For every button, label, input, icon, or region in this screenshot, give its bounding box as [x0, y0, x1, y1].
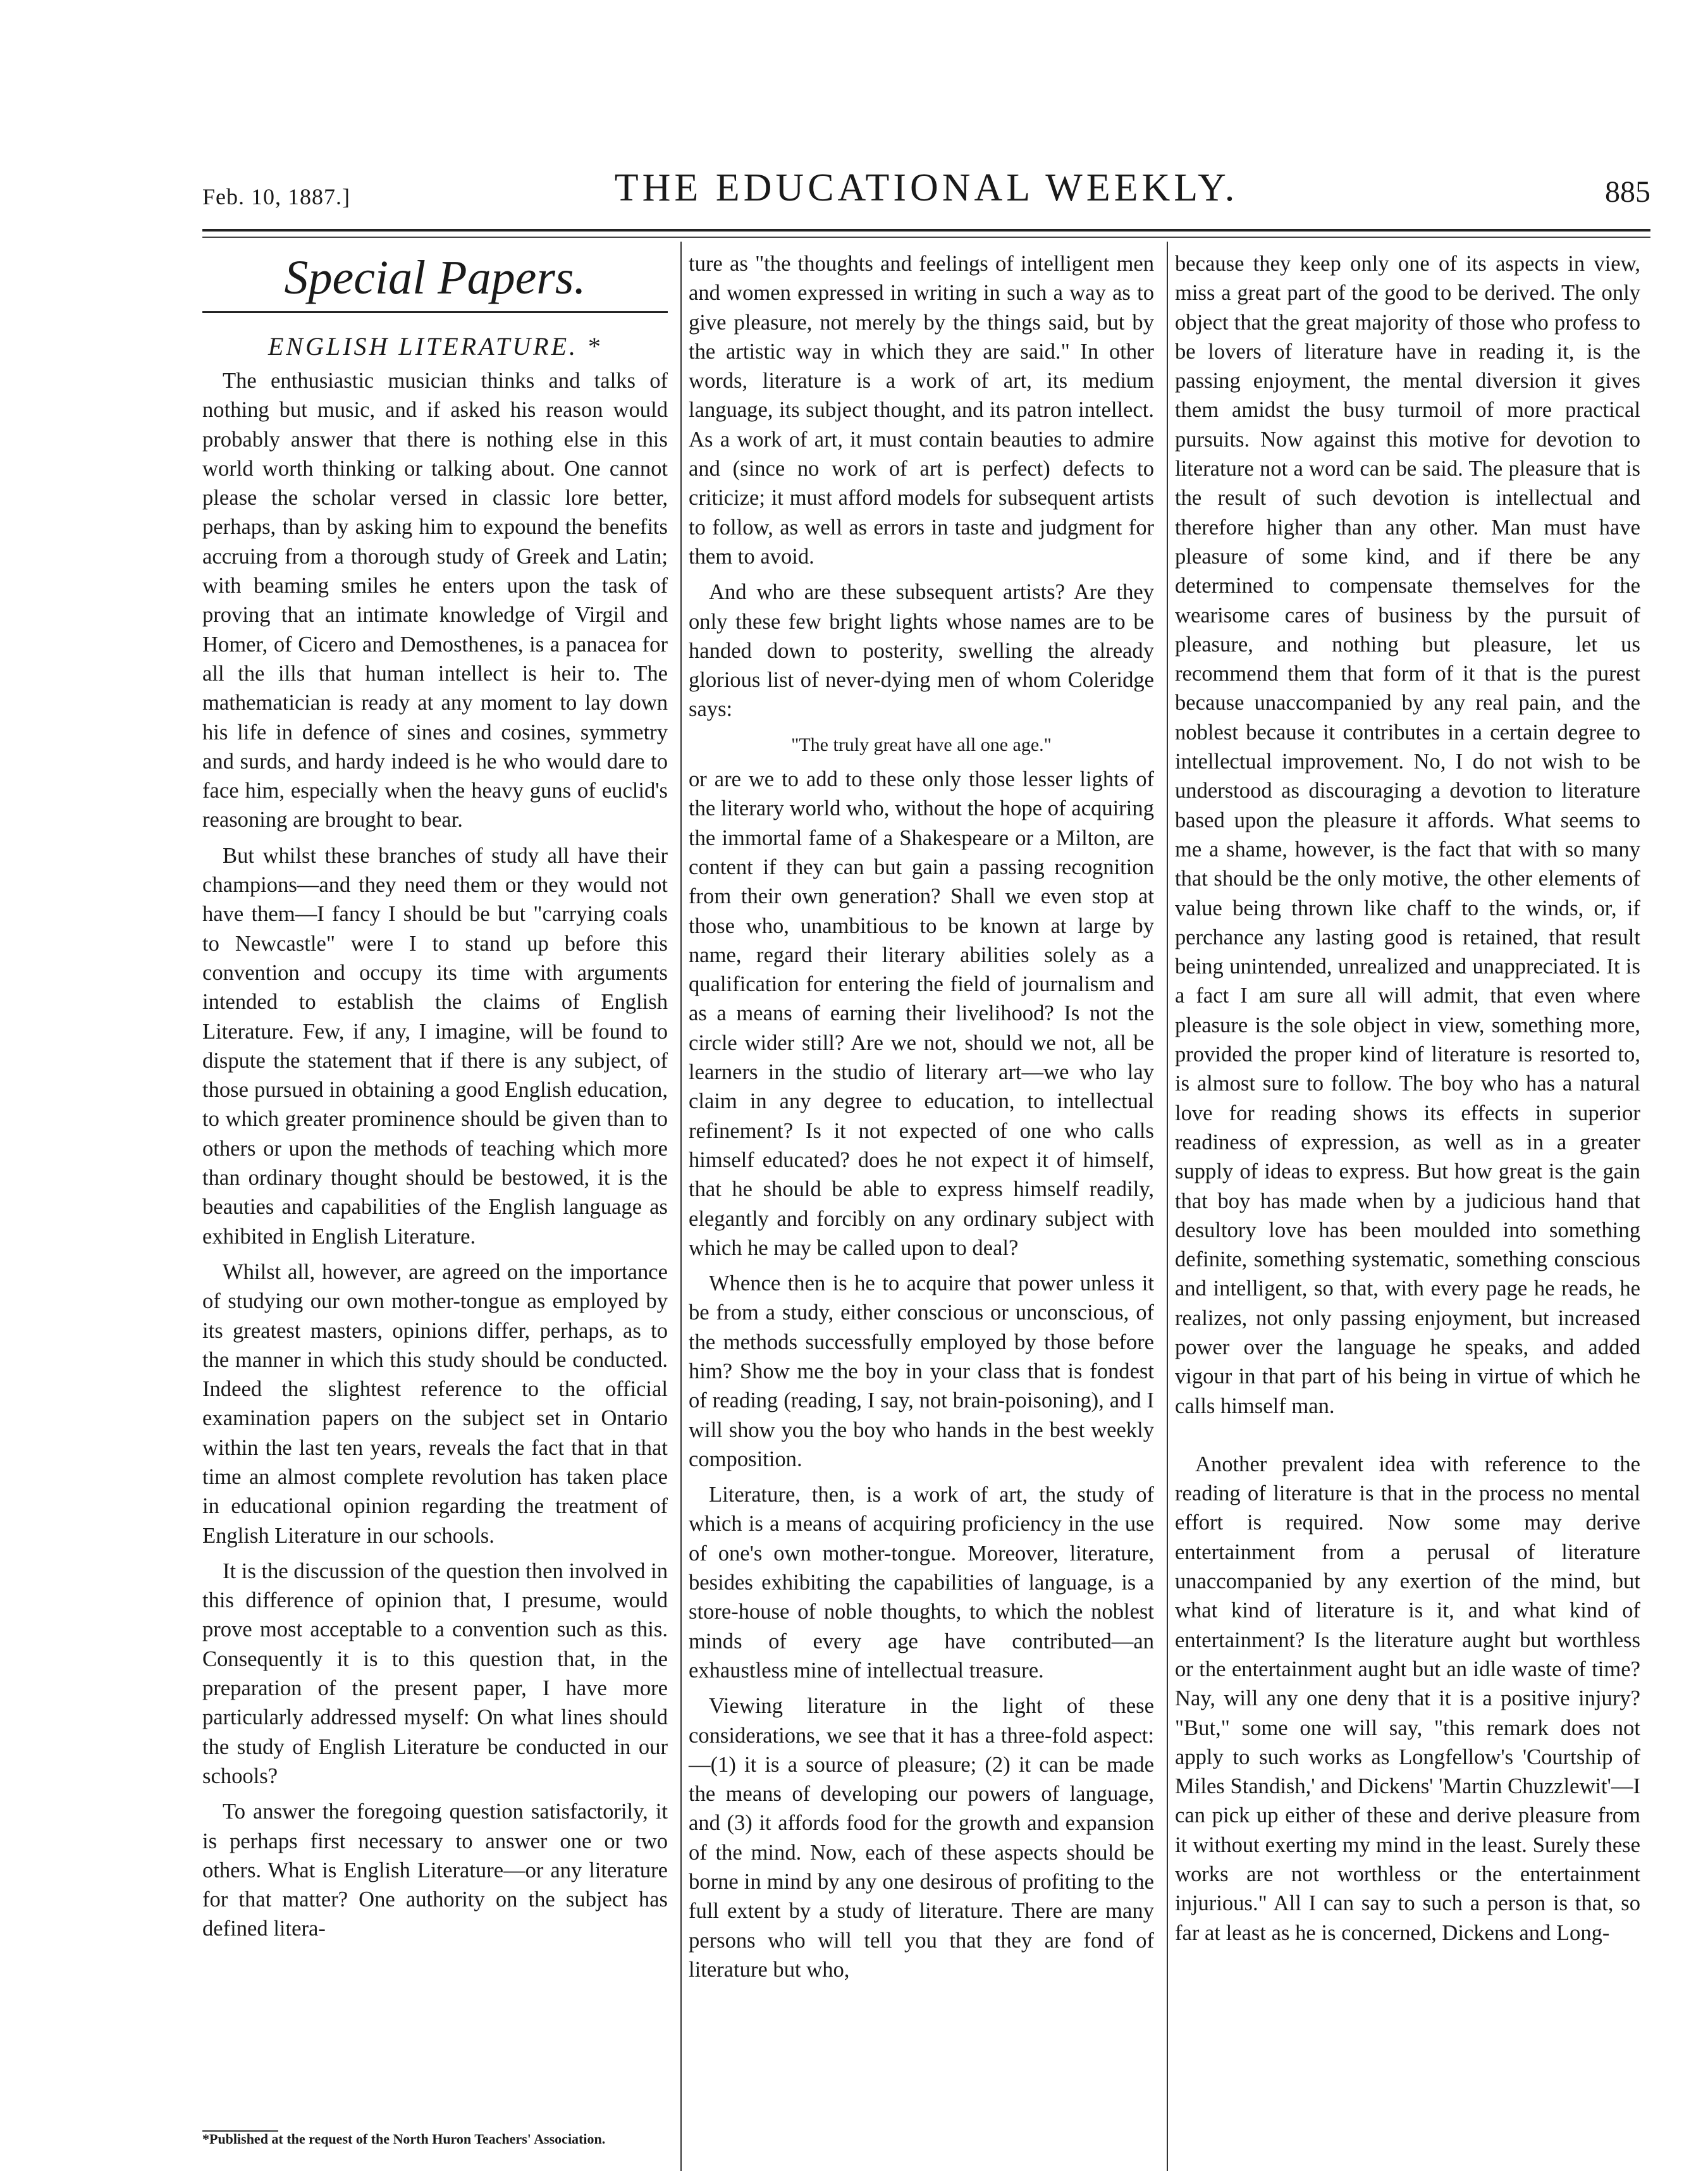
- paragraph: To answer the foregoing question satisfactorily, it is perhaps first necessary to answer one or two others. What is English Literature—or any literature for that matter? One authority on the subject has defined litera-: [202, 1800, 668, 1941]
- paragraph: And who are these subsequent artists? Are they only these few bright lights whose names are to be handed down to posterity, swelling the already glorious list of never-dying men of whom Coleridge says:: [689, 580, 1154, 722]
- column-divider-2: [1167, 242, 1168, 2171]
- paragraph: Literature, then, is a work of art, the study of which is a means of acquiring proficiency in the use of one's own mother-tongue. Moreover, literature, besides exhibiting the capabilities of language, is a store-house of noble thoughts, to which the noblest minds of every age have contributed—an exhaustless mine of intellectual treasure.: [689, 1483, 1154, 1683]
- page-header: [202, 166, 1650, 223]
- publication-title: THE EDUCATIONAL WEEKLY.: [614, 166, 1239, 209]
- paragraph: Another prevalent idea with reference to the reading of literature is that in the process no mental effort is required. Now some may derive entertainment from a perusal of literature unaccompanied by any exertion of the mind, but what kind of literature is it, and what kind of entertainment? Is the literature aught but worthless or the entertainment aught but an idle waste of time? Nay, will any one deny that it is a positive injury? "But," some one will say, "this remark does not apply to such works as Longfellow's 'Courtship of Miles Standish,' and Dickens' 'Martin Chuzzlewit'—I can pick up either of these and derive pleasure from it without exerting my mind in the least. Surely these works are not worthless or the entertainment injurious." All I can say to such a person is that, so far at least as he is concerned, Dickens and Long-: [1175, 1452, 1640, 1945]
- column-3: [1175, 249, 1640, 1954]
- page-number: 885: [1605, 175, 1650, 209]
- column-1: [202, 249, 668, 1950]
- column-2: [689, 249, 1154, 1991]
- paragraph: The enthusiastic musician thinks and talks of nothing but music, and if asked his reason would probably answer that there is nothing else in this world worth thinking or talking about. One cannot please the scholar versed in classic lore better, perhaps, than by asking him to expound the benefits accruing from a thorough study of Greek and Latin; with beaming smiles he enters upon the task of proving that an intimate knowledge of Virgil and Homer, of Cicero and Demosthenes, is a panacea for all the ills that human intellect is heir to. The mathematician is ready at any moment to lay down his life in defence of sines and cosines, symmetry and surds, and hardy indeed is he who would dare to face him, especially when the heavy guns of euclid's reasoning are brought to bear.: [202, 369, 668, 832]
- paragraph: Whence then is he to acquire that power unless it be from a study, either conscious or unconscious, of the methods successfully employed by those before him? Show me the boy in your class that is fondest of reading (reading, I say, not brain-poisoning), and I will show you the boy who hands in the best weekly composition.: [689, 1271, 1154, 1471]
- footnote: *Published at the request of the North Huron Teachers' Association.: [202, 2131, 606, 2147]
- paragraph: Whilst all, however, are agreed on the importance of studying our own mother-tongue as employed by its greatest masters, opinions differ, perhaps, as to the manner in which this study should be conducted. Indeed the slightest reference to the official examination papers on the subject set in Ontario within the last ten years, reveals the fact that in that time an almost complete revolution has taken place in educational opinion regarding the treatment of English Literature in our schools.: [202, 1259, 668, 1548]
- paragraph: ture as "the thoughts and feelings of intelligent men and women expressed in writing in such a way as to give pleasure, not merely by the things said, but by the artistic way in which they are said." In other words, literature is a work of art, its medium language, its subject thought, and its patron intellect. As a work of art, it must contain beauties to admire and (since no work of art is perfect) defects to criticize; it must afford models for subsequent artists to follow, as well as errors in taste and judgment for them to avoid.: [689, 252, 1154, 569]
- column-divider-1: [680, 242, 682, 2171]
- paragraph: It is the discussion of the question then involved in this difference of opinion that, I presume, would prove most acceptable to a convention such as this. Consequently it is to this question that, in the preparation of the present paper, I have more particularly addressed myself: On what lines should the study of English Literature be conducted in our schools?: [202, 1559, 668, 1788]
- section-rule: [202, 311, 668, 313]
- article-title: ENGLISH LITERATURE. *: [267, 332, 603, 361]
- header-rule-thin: [202, 237, 1650, 238]
- paragraph: or are we to add to these only those lesser lights of the literary world who, without the hope of acquiring the immortal fame of a Shakespeare or a Milton, are content if they can but gain a passing recognition from their own generation? Shall we even stop at those who, unambitious to be known at large by name, regard their literary abilities solely as a qualification for entering the field of journalism and as a means of earning their livelihood? Is not the circle wider still? Are we not, should we not, all be learners in the studio of literary art—we who lay claim in any degree to education, to intellectual refinement? Is it not expected of one who calls himself educated? does he not expect it of himself, that he should be able to express himself readily, elegantly and forcibly on any ordinary subject with which he may be called upon to deal?: [689, 767, 1154, 1260]
- paragraph: because they keep only one of its aspects in view, miss a great part of the good to be derived. The only object that the great majority of those who profess to be lovers of literature have in reading it, is the passing enjoyment, the mental diversion it gives them amidst the busy turmoil of more practical pursuits. Now against this motive for devotion to literature not a word can be said. The pleasure that is the result of such devotion is intellectual and therefore higher than any other. Man must have pleasure of some kind, and if there be any determined to compensate themselves for the wearisome cares of business by the pursuit of pleasure, and nothing but pleasure, let us recommend them that form of it that is the purest because unaccompanied by any real pain, and the noblest because it contributes in a certain degree to intellectual improvement. No, I do not wish to be understood as discouraging a devotion to literature based upon the pleasure it affords. What seems to me a shame, however, is the fact that with so many that should be the only motive, the other elements of value being thrown like chaff to the winds, or, if perchance any lasting good is retained, that result being unintended, unrealized and unappreciated. It is a fact I am sure all will admit, that even where pleasure is the sole object in view, something more, provided the proper kind of literature is resorted to, is almost sure to follow. The boy who has a natural love for reading shows its effects in superior readiness of expression, as well as in a greater supply of ideas to express. But how great is the gain that boy has made when by a judicious hand that desultory love has been moulded into something definite, something systematic, something conscious and intelligent, so that, with every page he reads, he realizes, not only passing enjoyment, but increased power over the language he speaks, and added vigour in that part of his being in virtue of which he calls himself man.: [1175, 252, 1640, 1418]
- issue-date: Feb. 10, 1887.]: [202, 184, 350, 209]
- paragraph: Viewing literature in the light of these considerations, we see that it has a three-fold aspect:—(1) it is a source of pleasure; (2) it can be made the means of developing our powers of language, and (3) it affords food for the growth and expansion of the mind. Now, each of these aspects should be borne in mind by any one desirous of profiting to the full extent by a study of literature. There are many persons who will tell you that they are fond of literature but who,: [689, 1694, 1154, 1982]
- quotation: "The truly great have all one age.": [791, 734, 1052, 755]
- section-heading: Special Papers.: [284, 251, 586, 304]
- header-rule: [202, 229, 1650, 232]
- paragraph: But whilst these branches of study all have their champions—and they need them or they would not have them—I fancy I should be but "carrying coals to Newcastle" were I to stand up before this convention and occupy its time with arguments intended to establish the claims of English Literature. Few, if any, I imagine, will be found to dispute the statement that if there is any subject, of those pursued in obtaining a good English education, to which greater prominence should be given than to others or upon the methods of teaching which more than ordinary thought should be bestowed, it is the beauties and capabilities of the English language as exhibited in English Literature.: [202, 843, 668, 1249]
